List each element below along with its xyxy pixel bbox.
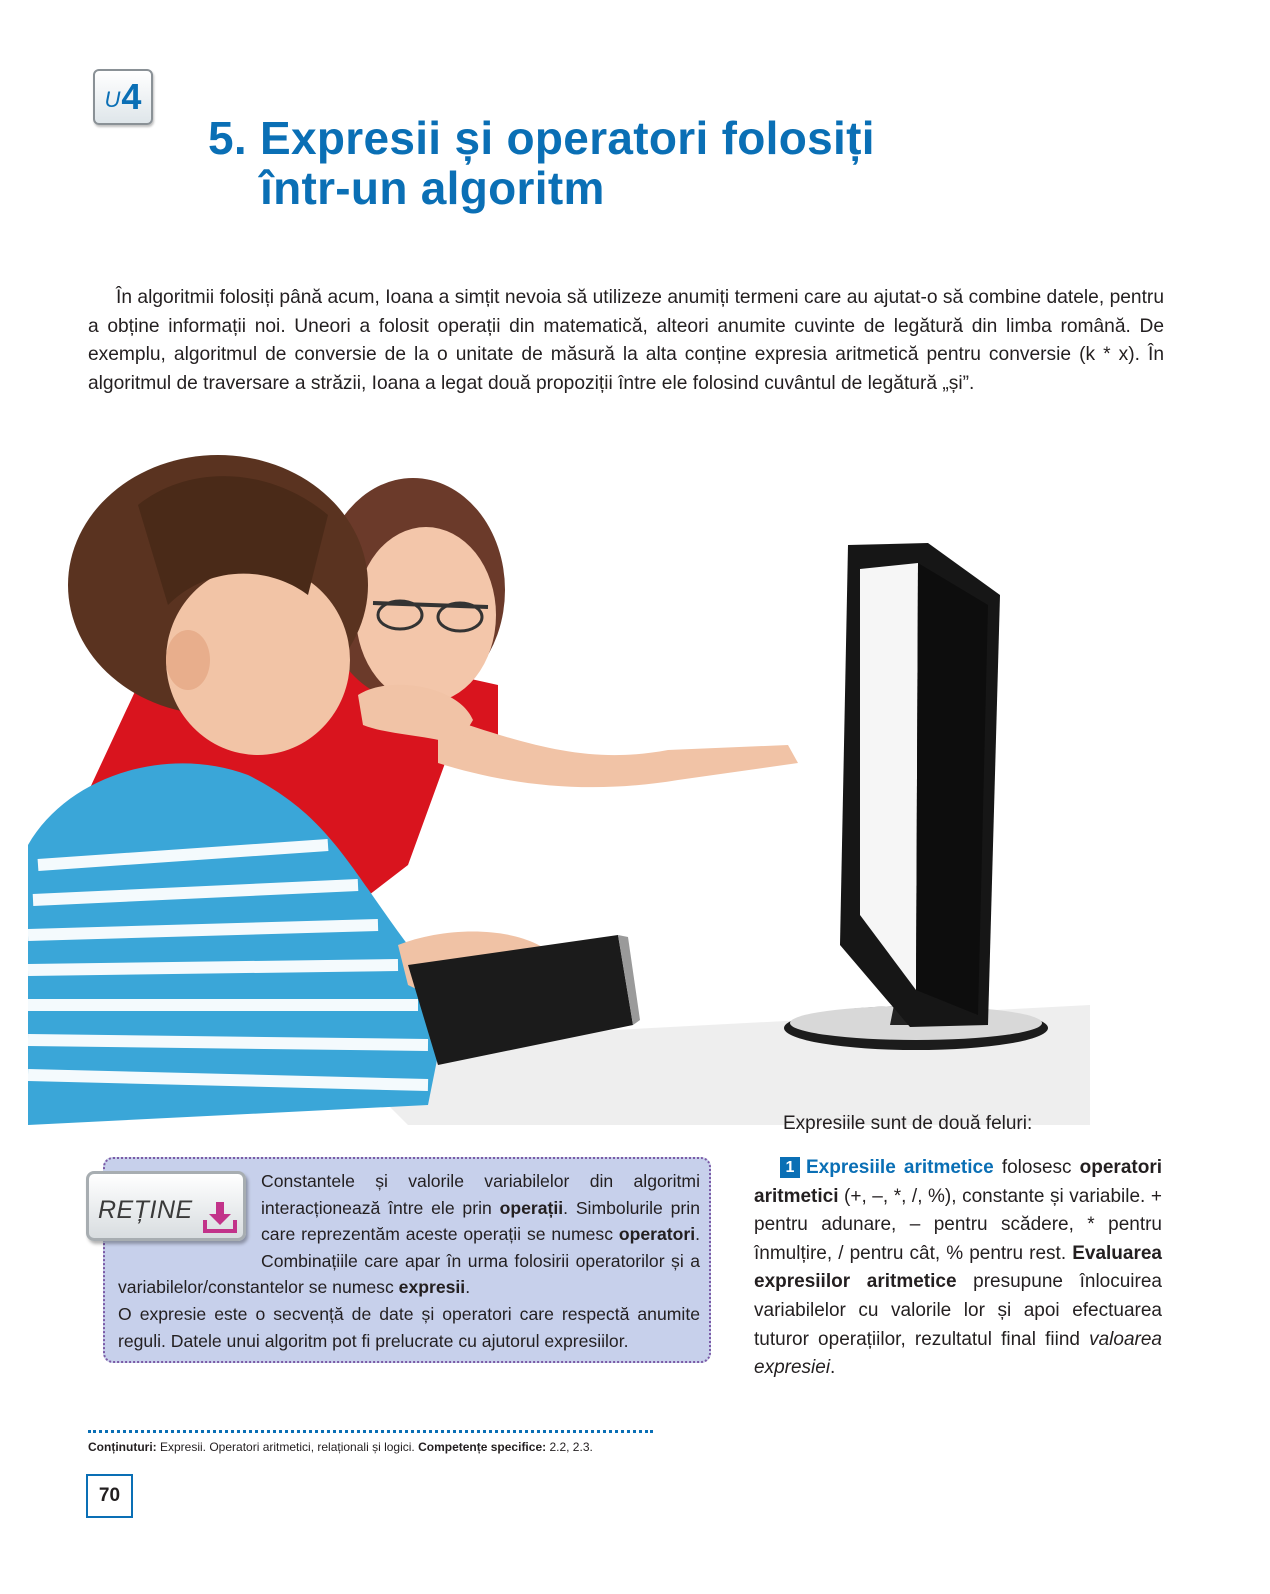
title-line-2: într-un algoritm — [260, 162, 605, 214]
retine-label — [86, 1171, 246, 1241]
lesson-number: 5. — [208, 112, 247, 164]
term-evaluarea: Evaluarea expresiilor aritmetice — [754, 1242, 1162, 1293]
unit-badge — [93, 69, 153, 125]
download-icon — [202, 1200, 238, 1234]
types-t4: (+, –, *, /, %), constante și variabile. + pentru adunare, – pentru scădere, * pentru înmulțire, / pentru cât, % pentru rest. — [754, 1185, 1162, 1264]
term-valoarea-expresiei: valoarea expresiei — [754, 1328, 1162, 1379]
retine-p1-e: . Combinațiile care apar în urma folosirii operatorilor și a variabilelor/constantelor se numesc — [118, 1224, 700, 1298]
types-t6: presupune înlocuirea variabilelor cu valorile lor și apoi efectuarea tuturor operațiilor, rezultatul final fiind — [754, 1271, 1162, 1350]
unit-number: 4 — [121, 76, 142, 117]
types-paragraph — [754, 1154, 1162, 1383]
types-t8: . — [830, 1357, 836, 1379]
retine-p2: O expresie este o secvență de date și operatori care respectă anumite reguli. Datele unui algoritm pot fi prelucrate cu ajutorul expresiilor. — [118, 1303, 700, 1351]
term-operatori-aritmetici: operatori aritmetici — [754, 1157, 1163, 1207]
intro-paragraph: În algoritmii folosiți până acum, Ioana a simțit nevoia să utilizeze anumiți termeni care au ajutat-o să combine datele, pentru a obține informații noi. Uneori a folosit operații din matematică, alteori anumite cuvinte de legătură din limba română. De exemplu, algoritmul de conversie de la o unitate de măsură la alta conține expresia aritmetică pentru conversie (k * x). În algoritmul de traversare a străzii, Ioana a legat două propoziții între ele folosind cuvântul de legătură „și”. — [88, 287, 1164, 394]
term-operatii: operații — [499, 1197, 564, 1218]
footer-key-competente: Competențe specifice: — [418, 1440, 547, 1454]
page-title — [208, 113, 1108, 213]
footer-note — [88, 1440, 593, 1454]
item-number-badge: 1 — [780, 1157, 800, 1178]
retine-p1-a: Constantele și valorile variabilelor din algoritmi interacționează între ele prin — [261, 1171, 700, 1218]
term-expresii-aritmetice: Expresiile aritmetice — [806, 1157, 994, 1178]
retine-word: REȚINE — [98, 1196, 193, 1224]
term-operatori: operatori — [618, 1224, 696, 1245]
footer-divider — [88, 1430, 653, 1433]
photo-children-at-computer — [28, 445, 1090, 1125]
unit-letter: U — [104, 87, 121, 112]
footer-key-continuturi: Conținuturi: — [88, 1440, 157, 1454]
types-heading: Expresiile sunt de două feluri: — [783, 1113, 1033, 1134]
footer-value-competente: 2.2, 2.3. — [546, 1440, 593, 1454]
retine-p1-c: . Simbolurile prin care reprezentăm aceste operații se numesc — [261, 1197, 700, 1245]
page-number: 70 — [86, 1474, 133, 1518]
title-line-1: Expresii și operatori folosiți — [260, 112, 875, 164]
term-expresii: expresii — [398, 1277, 466, 1298]
types-t2: folosesc — [993, 1157, 1080, 1178]
footer-value-continuturi: Expresii. Operatori aritmetici, relaționali și logici. — [156, 1440, 419, 1454]
retine-p1-g: . — [465, 1277, 471, 1298]
